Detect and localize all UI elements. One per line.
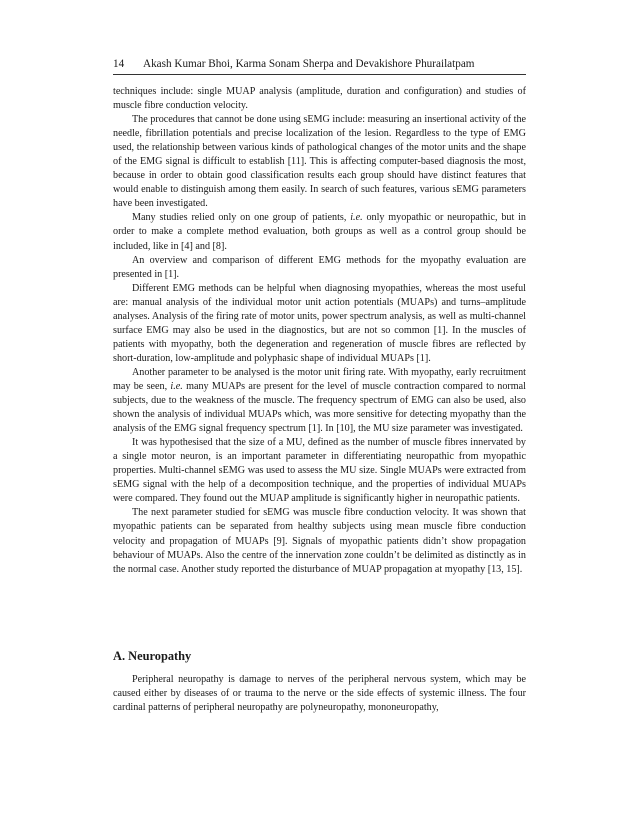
paragraph-text: Different EMG methods can be helpful when diagnosing myopathies, whereas the most useful are: manual analysis of the individual motor unit action potentials (MUAPs) and turns–amplitude analyses. Analysis of the firing rate of motor units, power spectrum analysis, as well as multi-channel surface EMG may also be used in the diagnostics, but are not so common [1]. In the muscles of patients with myopathy, both the degeneration and regeneration of muscle fibres are reflected by short-duration, low-amplitude and polyphasic shape of individual MUAPs [1]. (113, 282, 526, 364)
body-paragraph (113, 436, 526, 506)
body-paragraph (113, 506, 526, 576)
body-paragraph (113, 85, 526, 113)
paragraph-text: The next parameter studied for sEMG was muscle fibre conduction velocity. It was shown that myopathic patients can be separated from healthy subjects using mean muscle fibre conduction velocity and propagation of MUAPs [9]. Signals of myopathic patients didn’t show propagation behaviour of MUAPs. Also the centre of the innervation zone couldn’t be delimited as distinctly as in the normal case. Another study reported the disturbance of MUAP propagation at myopathy [13, 15]. (113, 507, 526, 575)
running-header (113, 56, 526, 72)
paragraph-text: only myopathic or neuropathic, but in order to make a complete method evaluation, both groups as well as a control group should be included, like in [4] and [8]. (113, 212, 526, 252)
header-rule (113, 74, 526, 75)
section-heading: A. Neuropathy (113, 649, 192, 663)
body-text (113, 85, 526, 577)
paragraph-text: many MUAPs are present for the level of muscle contraction compared to normal subjects, due to the weakness of the muscle. The frequency spectrum of EMG can also be used, also shown the analysis of individual MUAPs which, was more sensitive for detecting myopathy than the analysis of the EMG signal frequency spectrum [1]. In [10], the MU size parameter was investigated. (113, 380, 526, 435)
paragraph-text: Another parameter to be analysed is the motor unit firing rate. With myopathy, early recruitment may be seen, (113, 366, 526, 392)
section-body (113, 673, 526, 715)
section-paragraph: Peripheral neuropathy is damage to nerves of the peripheral nervous system, which may be caused either by diseases of or trauma to the nerve or the side effects of systemic illness. The four cardinal patterns of peripheral neuropathy are polyneuropathy, mononeuropathy, (113, 674, 526, 714)
paragraph-text: Many studies relied only on one group of patients, (132, 212, 351, 224)
body-paragraph (113, 282, 526, 366)
header-authors: Akash Kumar Bhoi, Karma Sonam Sherpa and Devakishore Phurailatpam (143, 58, 475, 70)
paragraph-text: An overview and comparison of different EMG methods for the myopathy evaluation are presented in [1]. (113, 254, 526, 280)
body-paragraph (113, 366, 526, 436)
page-number: 14 (113, 58, 125, 70)
body-paragraph (113, 254, 526, 282)
paragraph-text: The procedures that cannot be done using sEMG include: measuring an insertional activity of the needle, fibrillation potentials and precise localization of the lesion. Regardless to the type of EMG used, the relationship between various kinds of pathological changes of the motor units and the shape of the EMG signal is difficult to establish [11]. This is affecting computer-based diagnosis the most, because in order to obtain good classification results each group should have distinct features that would enable to distinguish among them easily. In search of such features, various sEMG parameters have been investigated. (113, 114, 526, 210)
body-paragraph (113, 211, 526, 253)
italic-text: i.e. (170, 380, 183, 392)
italic-text: i.e. (350, 212, 363, 224)
paragraph-text: It was hypothesised that the size of a MU, defined as the number of muscle fibres innervated by a single motor neuron, is an important parameter in differentiating neuropathic from myopathic properties. Multi-channel sEMG was used to assess the MU size. Single MUAPs were extracted from sEMG signal with the help of a decomposition technique, and the properties of individual MUAPs were compared. They found out the MUAP amplitude is significantly higher in neuropathic patients. (113, 437, 526, 505)
body-paragraph (113, 113, 526, 211)
paragraph-text: techniques include: single MUAP analysis (amplitude, duration and configuration) and studies of muscle fibre conduction velocity. (113, 86, 526, 112)
